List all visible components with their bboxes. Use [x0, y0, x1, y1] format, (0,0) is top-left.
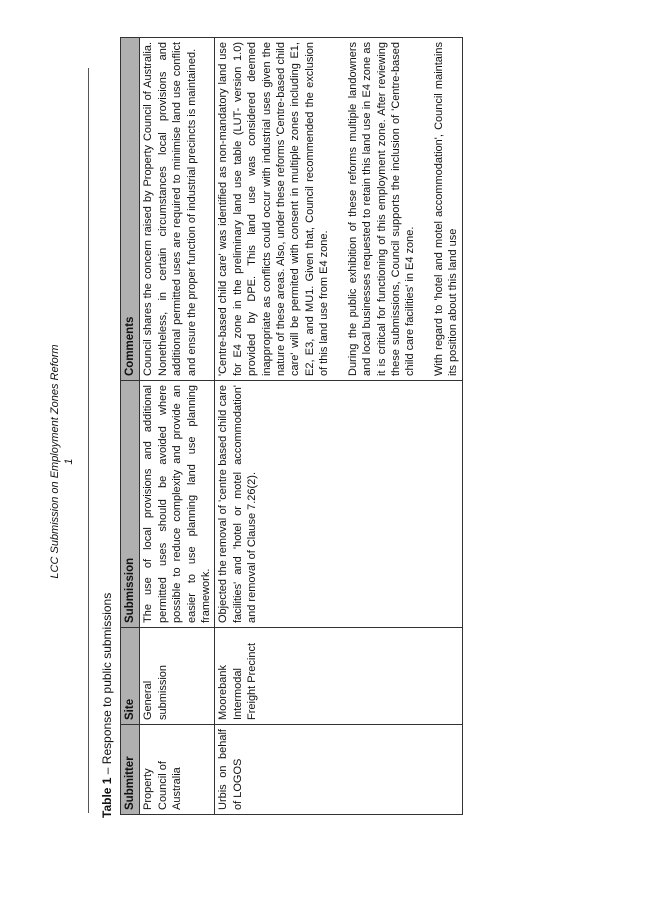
comment-paragraph: 'Centre-based child care' was identified as non-mandatory land use for E4 zone in the preliminary land use table (LUT- version 1.0) provided by DPE. This land use was considered deemed inappropriate as conflicts could occur with industrial uses given the nature of these areas. Also, under these reforms 'Centre-based child care' will be permited with consent in multiple zones including E1, E2, E3, and MU1. Given that, Council recommended the exclusion of this land use from E4 zone. — [217, 42, 331, 376]
header-title: LCC Submission on Employment Zones Reform — [49, 344, 61, 579]
comment-paragraph: During the public exhibition of these reforms multiple landowners and local businesses requested to retain this land use in E4 zone as it is critical for functioning of this employment zone. After reviewing these submissions, Council supports the inclusion of 'Centre-based child care facilities' in E4 zone. — [346, 42, 417, 376]
cell-comments — [215, 38, 462, 381]
cell-submission: Objected the removal of 'centre based child care facilities' and 'hotel or motel accommodation' and removal of Clause 7.26(2). — [215, 381, 462, 628]
cell-submitter: Property Council of Australia — [140, 725, 215, 815]
submissions-table — [120, 37, 463, 815]
table-caption — [100, 593, 114, 818]
header-divider — [88, 68, 89, 813]
table-header-row — [121, 38, 140, 815]
table-row — [140, 38, 215, 815]
page-header — [48, 0, 76, 923]
caption-label: Table 1 — [100, 777, 114, 818]
comment-paragraph: Council shares the concern raised by Property Council of Australia. Nonetheless, in certain circumstances local provisions and additional permitted uses are required to minimise land use conflict and ensure the proper function of industrial precincts is maintained. — [142, 42, 198, 376]
comment-paragraph: With regard to 'hotel and motel accommodation', Council maintains its position about this land use — [432, 42, 460, 376]
cell-submitter: Urbis on behalf of LOGOS — [215, 725, 462, 815]
cell-site: General submission — [140, 628, 215, 725]
header-site: Site — [121, 628, 140, 725]
header-page-number: 1 — [63, 458, 75, 465]
header-submission: Submission — [121, 381, 140, 628]
caption-text: – Response to public submissions — [100, 592, 114, 778]
cell-site: Moorebank Intermodal Freight Precinct — [215, 628, 462, 725]
header-submitter: Submitter — [121, 725, 140, 815]
table-row — [215, 38, 462, 815]
header-comments: Comments — [121, 38, 140, 381]
cell-submission: The use of local provisions and additional permitted uses should be avoided where possible to reduce complexity and provide an easier to use planning land use planning framework. — [140, 381, 215, 628]
cell-comments — [140, 38, 215, 381]
